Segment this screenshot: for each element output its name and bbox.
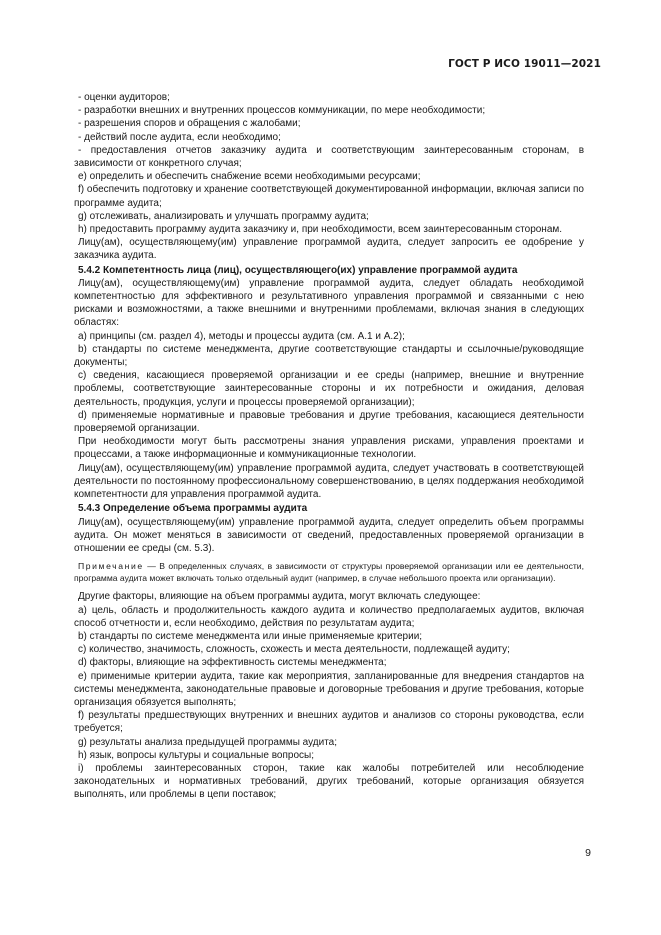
list-item: c) сведения, касающиеся проверяемой организации и ее среды (например, внешние и внутренние проблемы, соответствующие заинтересованные стороны и их потребности и ожидания, деловая деятельность, продукция, услуги и процессы проверяемой организации); [74, 370, 584, 408]
list-item: b) стандарты по системе менеджмента или иные применяемые критерии; [78, 630, 423, 642]
list-item: e) применимые критерии аудита, такие как мероприятия, запланированные для внедрения стандартов на системы менеджмента, законодательные правовые и договорные требования и другие требования, которые организация обязуется выполнять; [74, 670, 584, 708]
list-item: g) отслеживать, анализировать и улучшать программу аудита; [78, 210, 369, 222]
list-item: - разработки внешних и внутренних процессов коммуникации, по мере необходимости; [78, 105, 486, 117]
list-item: i) проблемы заинтересованных сторон, такие как жалобы потребителей или несоблюдение законодательных и нормативных требований, других требований, которые организация обязуется выполнять, или проблемы в цепи поставок; [74, 762, 584, 801]
list-item: h) язык, вопросы культуры и социальные вопросы; [78, 749, 314, 761]
list-item: - оценки аудиторов; [78, 92, 170, 103]
page-body [74, 91, 584, 802]
section-heading: 5.4.3 Определение объема программы аудита [78, 503, 308, 515]
paragraph: Лицу(ам), осуществляющему(им) управление программой аудита, следует запросить ее одобрение у заказчика аудита. [74, 237, 584, 262]
note-label: Примечание [78, 561, 144, 572]
list-item: - предоставления отчетов заказчику аудита и соответствующим заинтересованным сторонам, в зависимости от конкретного случая; [74, 144, 584, 170]
list-item: c) количество, значимость, сложность, схожесть и места деятельности, подлежащей аудиту; [78, 644, 510, 656]
list-item: h) предоставить программу аудита заказчику и, при необходимости, всем заинтересованным сторонам. [78, 224, 563, 236]
list-item: d) факторы, влияющие на эффективность системы менеджмента; [78, 657, 387, 669]
paragraph: Лицу(ам), осуществляющему(им) управление программой аудита, следует участвовать в соответствующей деятельности по постоянному профессиональному совершенствованию, в целях поддержания необходимой компетентности для управления программой аудита. [74, 462, 584, 501]
note-text: — В определенных случаях, в зависимости от структуры проверяемой организации или ее деятельности, программа аудита может включать только отдельный аудит (например, в случае небольшого проекта или организации). [74, 561, 584, 583]
paragraph: При необходимости могут быть рассмотрены знания управления рисками, управления проектами и процессами, а также информационные и коммуникационные технологии. [74, 436, 584, 461]
note [74, 561, 584, 584]
paragraph: Лицу(ам), осуществляющему(им) управление программой аудита, следует обладать необходимой компетентностью для эффективного и результативного управления программой и связанными с нею рисками и возможностями, а также внешними и внутренними проблемами, включая знания в следующих областях: [74, 277, 584, 329]
document-id: ГОСТ Р ИСО 19011—2021 [448, 58, 601, 70]
list-item: a) принципы (см. раздел 4), методы и процессы аудита (см. А.1 и А.2); [78, 330, 405, 342]
list-item: - разрешения споров и обращения с жалобами; [78, 118, 301, 130]
list-item: f) результаты предшествующих внутренних и внешних аудитов и анализов со стороны руководства, если требуется; [74, 710, 584, 735]
list-item: e) определить и обеспечить снабжение всеми необходимыми ресурсами; [78, 171, 421, 183]
list-item: a) цель, область и продолжительность каждого аудита и количество предполагаемых аудитов, включая способ отчетности и, если необходимо, действия по результатам аудита; [74, 604, 584, 629]
section-heading: 5.4.2 Компетентность лица (лиц), осуществляющего(их) управление программой аудита [78, 264, 518, 276]
list-item: - действий после аудита, если необходимо; [78, 131, 281, 143]
list-item: d) применяемые нормативные и правовые требования и другие требования, касающиеся деятельности проверяемой организации. [74, 409, 584, 435]
page-number: 9 [585, 847, 591, 859]
paragraph: Другие факторы, влияющие на объем программы аудита, могут включать следующее: [78, 591, 481, 603]
list-item: g) результаты анализа предыдущей программы аудита; [78, 736, 338, 748]
paragraph: Лицу(ам), осуществляющему(им) управление программой аудита, следует определить объем программы аудита. Он может меняться в зависимости от сведений, предоставленных проверяемой организации в отношении ее среды (см. 5.3). [74, 516, 584, 554]
list-item: f) обеспечить подготовку и хранение соответствующей документированной информации, включая записи по программе аудита; [74, 184, 584, 209]
list-item: b) стандарты по системе менеджмента, другие соответствующие стандарты и ссылочные/руководящие документы; [74, 343, 584, 369]
